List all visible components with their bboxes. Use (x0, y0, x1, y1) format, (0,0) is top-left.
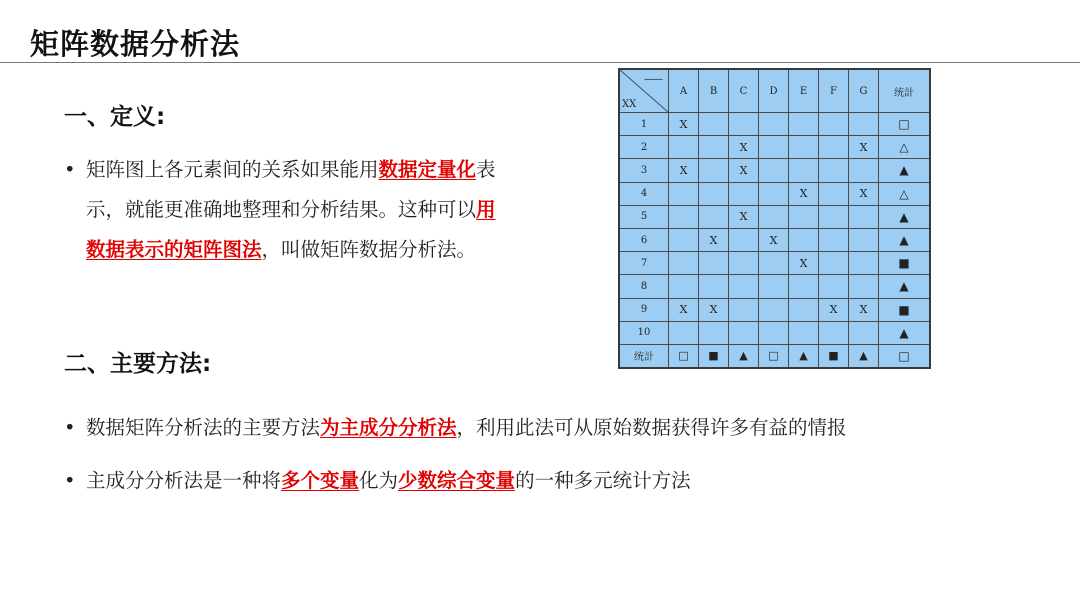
row-label: 2 (619, 136, 669, 159)
highlighted-term: 用数据表示的矩阵图法 (86, 198, 496, 261)
matrix-cell (759, 252, 789, 275)
column-header: E (789, 69, 819, 113)
matrix-cell (819, 228, 849, 251)
matrix-cell (729, 113, 759, 136)
matrix-row (619, 113, 930, 136)
row-label: 8 (619, 275, 669, 298)
total-symbol-cell: ▲ (849, 344, 879, 368)
total-row-label: 统計 (619, 344, 669, 368)
matrix-cell (819, 159, 849, 182)
text-segment: 表示，就能更准确地整理和分析结果。这种可以 (86, 158, 496, 221)
matrix-cell (669, 205, 699, 228)
matrix-cell (789, 113, 819, 136)
row-label: 10 (619, 321, 669, 344)
matrix-cell (789, 205, 819, 228)
sum-column-header: 统計 (879, 69, 931, 113)
row-summary-symbol: ■ (879, 298, 931, 321)
matrix-cell (699, 136, 729, 159)
text-segment: 主成分分析法是一种将 (86, 469, 282, 492)
x-mark-cell: X (729, 159, 759, 182)
definition-heading: 一、定义: (64, 104, 166, 130)
text-segment: 的一种多元统计方法 (515, 469, 691, 492)
total-symbol-cell: ▲ (789, 344, 819, 368)
matrix-cell (819, 275, 849, 298)
matrix-cell (729, 228, 759, 251)
matrix-cell (729, 275, 759, 298)
column-header: B (699, 69, 729, 113)
x-mark-cell: X (699, 228, 729, 251)
matrix-cell (729, 182, 759, 205)
row-summary-symbol: ▲ (879, 159, 931, 182)
grand-total-symbol: □ (879, 344, 931, 368)
matrix-cell (759, 136, 789, 159)
row-label: 1 (619, 113, 669, 136)
x-mark-cell: X (849, 182, 879, 205)
column-header: F (819, 69, 849, 113)
matrix-cell (759, 321, 789, 344)
text-segment: 矩阵图上各元素间的关系如果能用 (86, 158, 379, 181)
matrix-cell (819, 113, 849, 136)
total-symbol-cell: ■ (819, 344, 849, 368)
row-summary-symbol: ■ (879, 252, 931, 275)
definition-text (86, 150, 504, 270)
matrix-cell (819, 205, 849, 228)
matrix-cell (669, 252, 699, 275)
total-symbol-cell: ■ (699, 344, 729, 368)
matrix-cell (699, 159, 729, 182)
x-mark-cell: X (699, 298, 729, 321)
matrix-cell (759, 113, 789, 136)
matrix-cell (759, 205, 789, 228)
total-symbol-cell: □ (759, 344, 789, 368)
data-matrix-table (618, 68, 931, 369)
matrix-cell (849, 205, 879, 228)
matrix-total-row (619, 344, 930, 368)
method-bullet-2 (64, 465, 691, 493)
x-mark-cell: X (729, 205, 759, 228)
row-summary-symbol: ▲ (879, 205, 931, 228)
matrix-cell (789, 275, 819, 298)
row-label: 3 (619, 159, 669, 182)
matrix-cell (699, 275, 729, 298)
methods-heading: 二、主要方法: (64, 351, 212, 377)
matrix-cell (699, 321, 729, 344)
highlighted-term: 少数综合变量 (398, 469, 516, 492)
corner-col-label: —— (644, 74, 662, 85)
matrix-cell (729, 252, 759, 275)
matrix-row (619, 228, 930, 251)
highlighted-term: 多个变量 (281, 469, 360, 492)
text-segment: ，叫做矩阵数据分析法。 (261, 238, 477, 261)
matrix-cell (729, 321, 759, 344)
row-summary-symbol: △ (879, 136, 931, 159)
total-symbol-cell: □ (669, 344, 699, 368)
matrix-cell (759, 275, 789, 298)
matrix-cell (669, 182, 699, 205)
total-symbol-cell: ▲ (729, 344, 759, 368)
row-label: 6 (619, 228, 669, 251)
method-bullet-1 (64, 412, 847, 440)
matrix-cell (669, 275, 699, 298)
matrix-row (619, 182, 930, 205)
text-segment: 化为 (359, 469, 399, 492)
matrix-cell (669, 228, 699, 251)
column-header: C (729, 69, 759, 113)
matrix-cell (729, 298, 759, 321)
matrix-cell (759, 298, 789, 321)
matrix-cell (699, 205, 729, 228)
x-mark-cell: X (729, 136, 759, 159)
x-mark-cell: X (669, 113, 699, 136)
matrix-row (619, 275, 930, 298)
bullet-dot: • (64, 158, 76, 181)
highlighted-term: 数据定量化 (378, 158, 477, 181)
bullet-dot: • (64, 469, 76, 492)
matrix-header-row (619, 69, 930, 113)
matrix-cell (699, 182, 729, 205)
matrix-corner-cell (619, 69, 669, 113)
matrix-cell (789, 159, 819, 182)
matrix-row (619, 298, 930, 321)
x-mark-cell: X (819, 298, 849, 321)
column-header: A (669, 69, 699, 113)
matrix-cell (699, 252, 729, 275)
row-label: 5 (619, 205, 669, 228)
row-label: 7 (619, 252, 669, 275)
text-segment: 数据矩阵分析法的主要方法 (86, 416, 321, 439)
x-mark-cell: X (669, 298, 699, 321)
method-bullet-text (86, 469, 691, 492)
matrix-cell (819, 252, 849, 275)
row-summary-symbol: ▲ (879, 275, 931, 298)
text-segment: ，利用此法可从原始数据获得许多有益的情报 (456, 416, 847, 439)
matrix-cell (819, 136, 849, 159)
matrix-row (619, 321, 930, 344)
column-header: D (759, 69, 789, 113)
matrix-cell (849, 321, 879, 344)
row-label: 9 (619, 298, 669, 321)
highlighted-term: 为主成分分析法 (320, 416, 457, 439)
method-bullet-text (86, 416, 847, 439)
x-mark-cell: X (669, 159, 699, 182)
matrix-cell (819, 321, 849, 344)
matrix-row (619, 252, 930, 275)
matrix-cell (849, 228, 879, 251)
matrix-cell (789, 136, 819, 159)
matrix-cell (789, 228, 819, 251)
row-summary-symbol: △ (879, 182, 931, 205)
x-mark-cell: X (849, 136, 879, 159)
matrix-cell (789, 321, 819, 344)
x-mark-cell: X (789, 252, 819, 275)
x-mark-cell: X (759, 228, 789, 251)
slide-title: 矩阵数据分析法 (30, 27, 241, 61)
row-summary-symbol: ▲ (879, 228, 931, 251)
matrix-cell (819, 182, 849, 205)
x-mark-cell: X (849, 298, 879, 321)
matrix-cell (849, 252, 879, 275)
corner-row-label: XX (622, 99, 637, 110)
matrix-row (619, 136, 930, 159)
x-mark-cell: X (789, 182, 819, 205)
matrix-row (619, 159, 930, 182)
row-summary-symbol: □ (879, 113, 931, 136)
matrix-cell (669, 136, 699, 159)
matrix-row (619, 205, 930, 228)
matrix-cell (759, 159, 789, 182)
title-divider (0, 62, 1080, 63)
matrix-cell (699, 113, 729, 136)
matrix-cell (849, 275, 879, 298)
matrix-cell (789, 298, 819, 321)
row-label: 4 (619, 182, 669, 205)
bullet-dot: • (64, 416, 76, 439)
matrix-cell (759, 182, 789, 205)
column-header: G (849, 69, 879, 113)
matrix-cell (669, 321, 699, 344)
row-summary-symbol: ▲ (879, 321, 931, 344)
matrix-cell (849, 159, 879, 182)
matrix-cell (849, 113, 879, 136)
definition-paragraph (64, 150, 504, 270)
